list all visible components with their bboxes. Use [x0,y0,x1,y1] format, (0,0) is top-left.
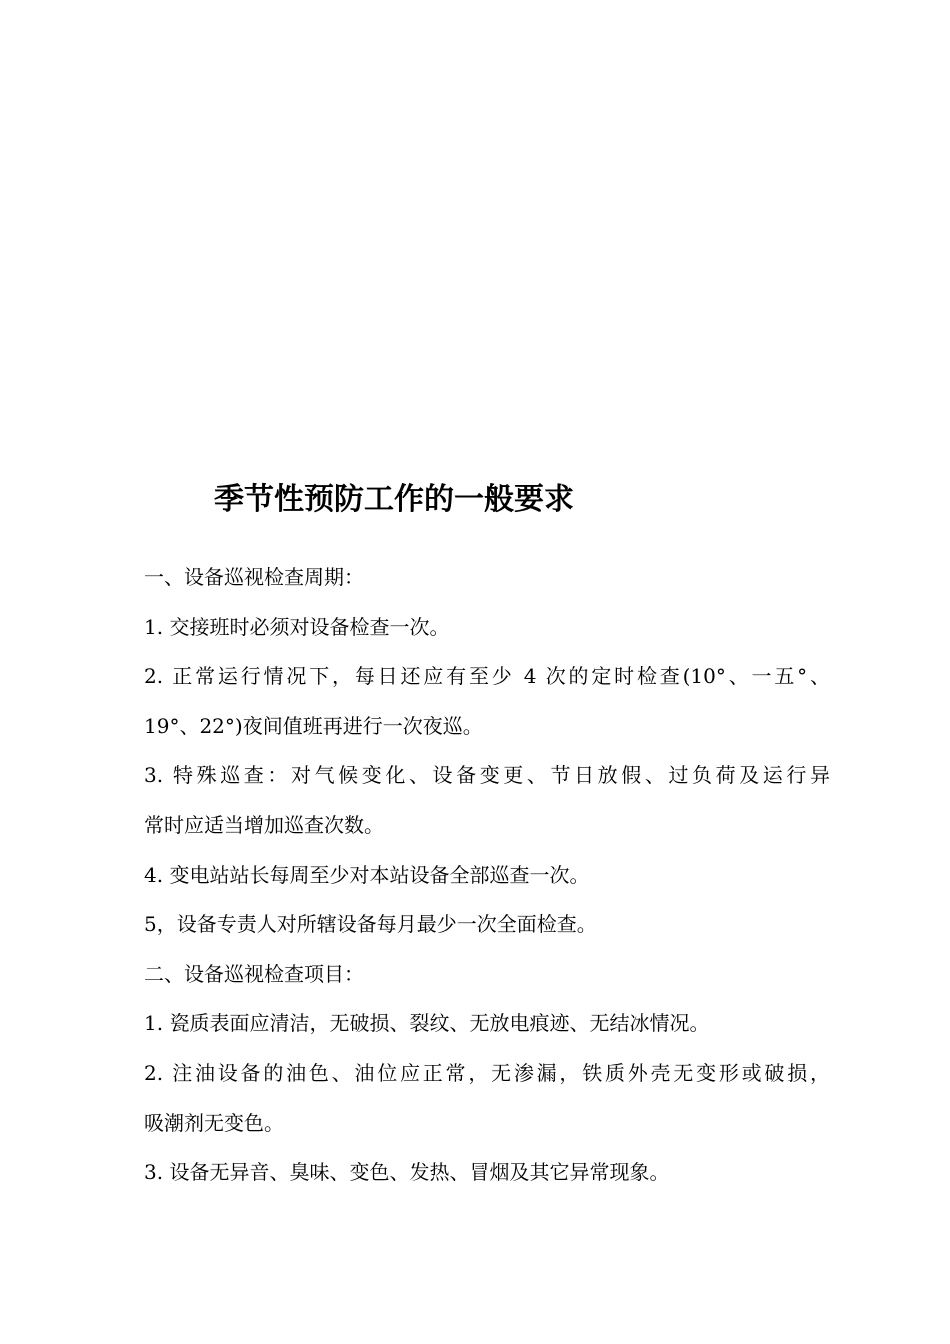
paragraph-item: 3. 特殊巡查：对气候变化、设备变更、节日放假、过负荷及运行异 [144,763,830,788]
paragraph-item: 3. 设备无异音、臭味、变色、发热、冒烟及其它异常现象。 [144,1160,670,1185]
document-title: 季节性预防工作的一般要求 [214,482,574,517]
paragraph-item: 19°、22°)夜间值班再进行一次夜巡。 [144,713,483,738]
paragraph-item: 2. 正常运行情况下，每日还应有至少 4 次的定时检查(10°、一五°、 [144,664,830,689]
document-body [144,553,834,1198]
paragraph-item: 5，设备专责人对所辖设备每月最少一次全面检查。 [144,912,597,937]
paragraph-item: 1. 交接班时必须对设备检查一次。 [144,614,450,639]
section-heading-inspection-cycle: 一、设备巡视检查周期： [144,565,364,589]
paragraph-item: 2. 注油设备的油色、油位应正常，无渗漏，铁质外壳无变形或破损， [144,1060,830,1085]
paragraph-item: 常时应适当增加巡查次数。 [144,812,384,837]
paragraph-item: 1. 瓷质表面应清洁，无破损、裂纹、无放电痕迹、无结冰情况。 [144,1011,710,1036]
paragraph-item: 吸潮剂无变色。 [144,1110,284,1135]
section-heading-inspection-items: 二、设备巡视检查项目： [144,961,364,986]
paragraph-item: 4. 变电站站长每周至少对本站设备全部巡查一次。 [144,862,590,887]
